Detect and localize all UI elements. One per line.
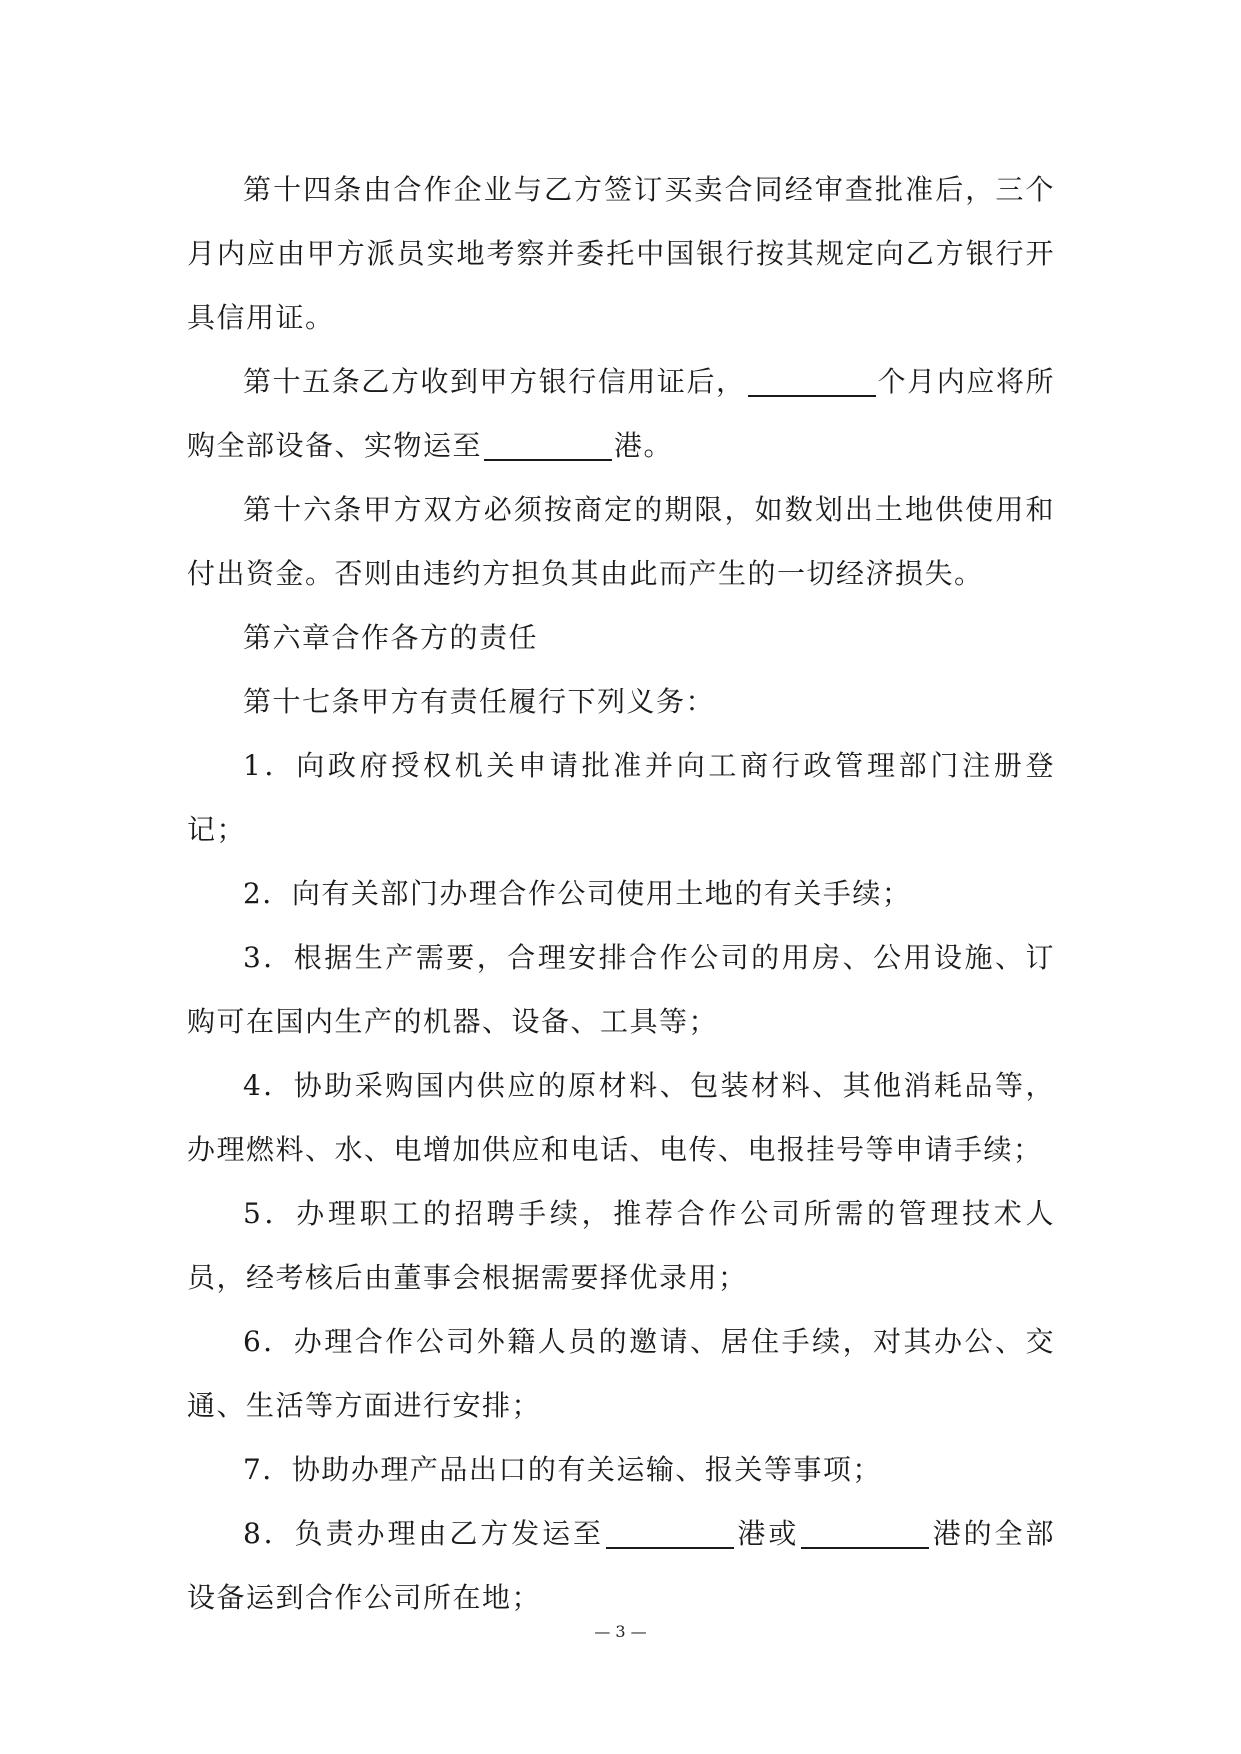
list-item-1: 1．向政府授权机关申请批准并向工商行政管理部门注册登记； [187, 749, 1055, 846]
blank-field-months[interactable] [748, 365, 876, 397]
list-item-5: 5．办理职工的招聘手续，推荐合作公司所需的管理技术人员，经考核后由董事会根据需要择优录用； [187, 1197, 1055, 1294]
article-15-text-b: 个月内应将所购全部设备、实物运至 [187, 365, 1055, 462]
page-number: — 3 — [594, 1622, 647, 1641]
article-16: 第十六条甲方双方必须按商定的期限，如数划出土地供使用和付出资金。否则由违约方担负其由此而产生的一切经济损失。 [187, 493, 1055, 590]
list-item-6: 6．办理合作公司外籍人员的邀请、居住手续，对其办公、交通、生活等方面进行安排； [187, 1325, 1055, 1422]
article-15-text-a: 第十五条乙方收到甲方银行信用证后， [243, 365, 746, 398]
list-item-3: 3．根据生产需要，合理安排合作公司的用房、公用设施、订购可在国内生产的机器、设备、工具等； [187, 941, 1055, 1038]
list-item-7: 7．协助办理产品出口的有关运输、报关等事项； [243, 1453, 882, 1486]
list-item-4: 4．协助采购国内供应的原材料、包装材料、其他消耗品等，办理燃料、水、电增加供应和电话、电传、电报挂号等申请手续； [187, 1069, 1055, 1166]
article-15 [187, 350, 1055, 478]
blank-field-port-1[interactable] [606, 1517, 734, 1549]
document-body [187, 158, 1055, 1630]
article-14: 第十四条由合作企业与乙方签订买卖合同经审查批准后，三个月内应由甲方派员实地考察并委托中国银行按其规定向乙方银行开具信用证。 [187, 173, 1055, 334]
list-item-2: 2．向有关部门办理合作公司使用土地的有关手续； [243, 877, 912, 910]
list-item-8-text-a: 8．负责办理由乙方发运至 [243, 1517, 604, 1550]
list-item-8 [187, 1502, 1055, 1630]
list-item-8-text-b: 港或 [735, 1517, 800, 1550]
blank-field-port-2[interactable] [801, 1517, 929, 1549]
blank-field-port[interactable] [484, 429, 612, 461]
list-item-8-text-c: 港的全部设备运到合作公司所在地； [187, 1517, 1055, 1614]
article-17: 第十七条甲方有责任履行下列义务： [243, 685, 716, 718]
article-15-text-c: 港。 [614, 429, 674, 462]
chapter-6-heading: 第六章合作各方的责任 [243, 621, 539, 654]
